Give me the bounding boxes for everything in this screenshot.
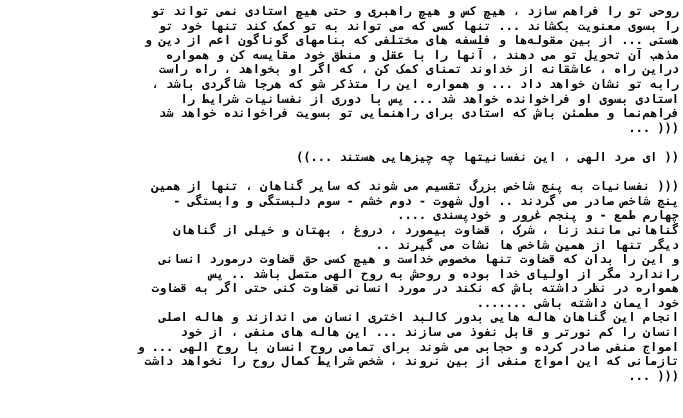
text-line: را بسوی معنویت بکشاند ... تنها کسی که می تواند به تو کمک کند تنها خود تو	[158, 18, 679, 33]
text-line: و این را بدان که قضاوت تنها مخصوص خداست و هیچ کسی حق قضاوت درمورد انسانی	[158, 252, 679, 267]
text-line: پنج شاخص صادر می گردند .. اول شهوت - دوم خشم - سوم دلبستگی و وابستگی -	[173, 193, 679, 208]
text-line: استادی بسوی او فراخوانده خواهد شد ... پس با دوری از نفسانیات شرایط را	[180, 91, 679, 106]
text-line: رابه تو نشان خواهد داد ... و همواره این را متذکر شو که هرجا شاگردی باشد ،	[151, 76, 679, 91]
text-line: گناهانی مانند زنا ، شرک ، قضاوت بیمورد ، دروغ ، بهتان و خیلی از گناهان	[173, 222, 679, 237]
text-line: ((( نفسانیات به پنج شاخص بزرگ تقسیم می شوند که سایر گناهان ، تنها از همین	[151, 179, 679, 194]
blank-line	[4, 165, 679, 180]
text-line: انسان را کم نورتر و قابل نفوذ می سازند ... این هاله های منفی ، از خود	[180, 325, 679, 340]
text-line: ... )))	[628, 120, 679, 135]
text-line: دراین راه ، عاشقانه از خداوند تمنای کمک کن ، که اگر او بخواهد ، راه راست	[158, 62, 679, 77]
text-line: انجام این گناهان هاله هایی بدور کالبد اختری انسان می اندازند و هاله اصلی	[158, 310, 679, 325]
text-line: تازمانی که این امواج منفی از بین نروند ، شخص شرایط کمال روح را نخواهد داشت	[144, 354, 679, 369]
text-line: ... )))	[628, 368, 679, 383]
text-line: روحی تو را فراهم سازد ، هیچ کس و هیچ راهبری و حتی هیچ استادی نمی تواند تو	[151, 4, 679, 18]
text-line: امواج منفی صادر کرده و حجابی می شوند برای تمامی روح انسان با روح الهی ... و	[137, 339, 679, 354]
text-line: هستی ... از بین مقوله‌ها و فلسفه های مختلفی که بنامهای گوناگون اعم از دین و	[144, 33, 679, 48]
section-heading: (( ای مرد الهی ، این نفسانیتها چه چیزهایی هستند ...))	[296, 149, 679, 164]
text-line: مذهب آن تحویل تو می دهند ، آنها را با عقل و منطق خود مقایسه کن و همواره	[166, 47, 679, 62]
text-line: همواره در نظر داشته باش که نکند در مورد انسانی قضاوت کنی حتی اگر به قضاوت	[151, 281, 679, 296]
text-line: چهارم طمع - و پنجم غرور و خودپسندی ....	[397, 208, 679, 223]
text-line: خود ایمان داشته باشی .......	[476, 295, 679, 310]
blank-line	[4, 135, 679, 150]
document-page	[4, 4, 679, 414]
text-line: فراهم‌نما و مطمئن باش که استادی برای راهنمایی تو بسویت فراخوانده خواهد شد	[158, 106, 679, 121]
text-line: راندارد مگر از اولیای خدا بوده و روحش به روح الهی متصل باشد .. پس	[209, 266, 679, 281]
text-line: دیگر تنها از همین شاخص ها نشات می گیرند ..	[375, 237, 679, 252]
